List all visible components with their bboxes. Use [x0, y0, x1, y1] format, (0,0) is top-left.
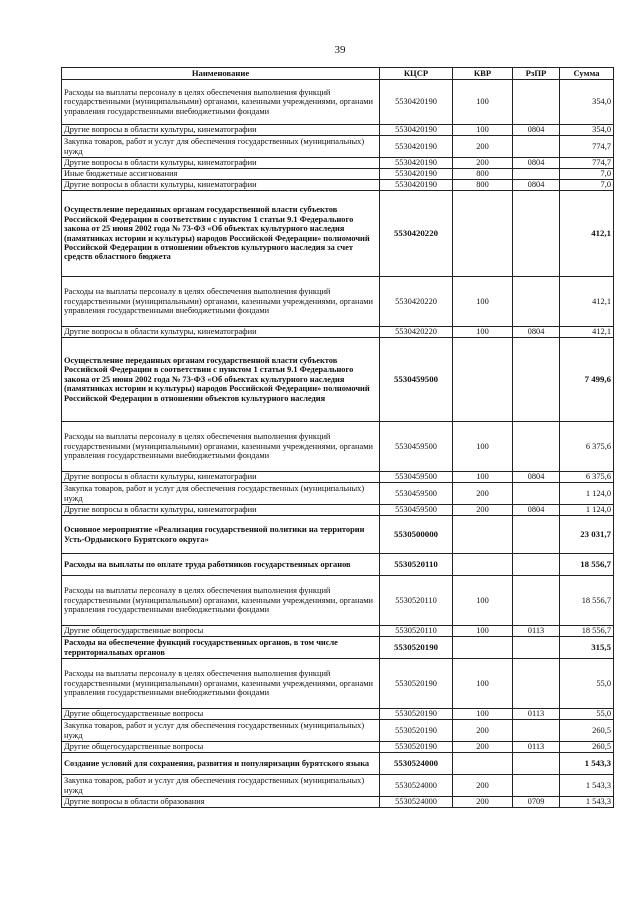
cell-sum: 23 031,7 — [560, 516, 614, 554]
cell-kvr: 200 — [453, 136, 513, 158]
cell-name: Основное мероприятие «Реализация государственной политики на территории Усть-Ордынского Бурятского округа» — [62, 516, 380, 554]
cell-sum: 412,1 — [560, 277, 614, 327]
cell-rzpr — [513, 554, 560, 576]
cell-name: Другие общегосударственные вопросы — [62, 626, 380, 637]
cell-rzpr — [513, 483, 560, 505]
cell-sum: 1 543,3 — [560, 753, 614, 775]
cell-kvr: 100 — [453, 327, 513, 338]
header-name: Наименование — [62, 68, 380, 80]
cell-rzpr: 0113 — [513, 742, 560, 753]
cell-rzpr — [513, 136, 560, 158]
cell-kvr — [453, 753, 513, 775]
cell-name: Другие общегосударственные вопросы — [62, 742, 380, 753]
cell-rzpr — [513, 338, 560, 422]
table-row — [62, 483, 614, 505]
cell-rzpr — [513, 775, 560, 797]
cell-name: Иные бюджетные ассигнования — [62, 169, 380, 180]
cell-name: Закупка товаров, работ и услуг для обеспечения государственных (муниципальных) нужд — [62, 775, 380, 797]
table-header-row — [62, 68, 614, 80]
header-sum: Сумма — [560, 68, 614, 80]
cell-name: Расходы на обеспечение функций государственных органов, в том числе территориальных органов — [62, 637, 380, 659]
cell-rzpr: 0804 — [513, 327, 560, 338]
cell-rzpr: 0113 — [513, 626, 560, 637]
cell-kvr: 100 — [453, 80, 513, 125]
table-row — [62, 753, 614, 775]
cell-rzpr — [513, 422, 560, 472]
cell-kvr — [453, 191, 513, 277]
cell-kvr: 100 — [453, 422, 513, 472]
header-rzpr: РзПР — [513, 68, 560, 80]
cell-rzpr: 0804 — [513, 125, 560, 136]
cell-kcsr: 5530520190 — [380, 659, 453, 709]
cell-sum: 315,5 — [560, 637, 614, 659]
table-row — [62, 709, 614, 720]
cell-rzpr — [513, 753, 560, 775]
cell-rzpr — [513, 516, 560, 554]
cell-rzpr: 0804 — [513, 472, 560, 483]
table-row — [62, 775, 614, 797]
cell-name: Расходы на выплаты персоналу в целях обеспечения выполнения функций государственными (муниципальными) органами, казенными учреждениями, органами управления государственными внебюджетными фондами — [62, 422, 380, 472]
cell-kcsr: 5530520110 — [380, 576, 453, 626]
table-row — [62, 472, 614, 483]
cell-kcsr: 5530500000 — [380, 516, 453, 554]
cell-kcsr: 5530420190 — [380, 158, 453, 169]
cell-name: Другие вопросы в области культуры, кинематографии — [62, 125, 380, 136]
cell-kcsr: 5530459500 — [380, 483, 453, 505]
cell-rzpr — [513, 80, 560, 125]
cell-rzpr — [513, 720, 560, 742]
cell-name: Закупка товаров, работ и услуг для обеспечения государственных (муниципальных) нужд — [62, 483, 380, 505]
table-row — [62, 720, 614, 742]
cell-name: Создание условий для сохранения, развития и популяризации бурятского языка — [62, 753, 380, 775]
cell-rzpr: 0113 — [513, 709, 560, 720]
cell-name: Осуществление переданных органам государственной власти субъектов Российской Федерации в соответствии с пунктом 1 статьи 9.1 Федерального закона от 25 июня 2002 года № 73-ФЗ «Об объектах культурного наследия (памятниках истории и культуры) народов Российской Федерации» полномочий Российской Федерации в отношении объектов культурного наследия за счет средств областного бюджета — [62, 191, 380, 277]
table-row — [62, 797, 614, 808]
cell-name: Закупка товаров, работ и услуг для обеспечения государственных (муниципальных) нужд — [62, 720, 380, 742]
cell-sum: 774,7 — [560, 136, 614, 158]
table-row — [62, 277, 614, 327]
cell-kvr: 200 — [453, 505, 513, 516]
cell-name: Расходы на выплаты персоналу в целях обеспечения выполнения функций государственными (муниципальными) органами, казенными учреждениями, органами управления государственными внебюджетными фондами — [62, 659, 380, 709]
cell-sum: 18 556,7 — [560, 576, 614, 626]
cell-kcsr: 5530520110 — [380, 626, 453, 637]
cell-kvr: 100 — [453, 125, 513, 136]
cell-kvr — [453, 516, 513, 554]
cell-name: Осуществление переданных органам государственной власти субъектов Российской Федерации в соответствии с пунктом 1 статьи 9.1 Федерального закона от 25 июня 2002 года № 73-ФЗ «Об объектах культурного наследия (памятниках истории и культуры) народов Российской Федерации» полномочий Российской Федерации в отношении объектов культурного наследия — [62, 338, 380, 422]
cell-sum: 1 124,0 — [560, 505, 614, 516]
cell-name: Другие вопросы в области культуры, кинематографии — [62, 158, 380, 169]
table-row — [62, 659, 614, 709]
cell-kvr: 200 — [453, 720, 513, 742]
cell-rzpr — [513, 637, 560, 659]
cell-kcsr: 5530459500 — [380, 505, 453, 516]
cell-kvr: 200 — [453, 797, 513, 808]
cell-rzpr: 0804 — [513, 158, 560, 169]
cell-name: Другие вопросы в области культуры, кинематографии — [62, 180, 380, 191]
table-row — [62, 327, 614, 338]
cell-kcsr: 5530520190 — [380, 709, 453, 720]
cell-sum: 55,0 — [560, 659, 614, 709]
cell-kvr: 200 — [453, 483, 513, 505]
table-row — [62, 169, 614, 180]
table-row — [62, 338, 614, 422]
table-row — [62, 554, 614, 576]
cell-sum: 7,0 — [560, 169, 614, 180]
cell-kvr: 100 — [453, 709, 513, 720]
cell-rzpr: 0709 — [513, 797, 560, 808]
cell-sum: 7 499,6 — [560, 338, 614, 422]
page-number: 39 — [334, 44, 346, 56]
cell-name: Другие вопросы в области культуры, кинематографии — [62, 472, 380, 483]
cell-sum: 18 556,7 — [560, 554, 614, 576]
table-row — [62, 125, 614, 136]
cell-name: Другие вопросы в области образования — [62, 797, 380, 808]
cell-kcsr: 5530520190 — [380, 742, 453, 753]
cell-rzpr: 0804 — [513, 180, 560, 191]
cell-rzpr — [513, 277, 560, 327]
cell-name: Расходы на выплаты по оплате труда работников государственных органов — [62, 554, 380, 576]
cell-kvr: 800 — [453, 169, 513, 180]
cell-kvr: 100 — [453, 576, 513, 626]
cell-kcsr: 5530524000 — [380, 797, 453, 808]
cell-sum: 260,5 — [560, 720, 614, 742]
table-row — [62, 158, 614, 169]
table-row — [62, 505, 614, 516]
cell-name: Другие вопросы в области культуры, кинематографии — [62, 327, 380, 338]
cell-sum: 18 556,7 — [560, 626, 614, 637]
header-kcsr: КЦСР — [380, 68, 453, 80]
cell-sum: 55,0 — [560, 709, 614, 720]
cell-kvr: 800 — [453, 180, 513, 191]
cell-kcsr: 5530420220 — [380, 191, 453, 277]
cell-name: Расходы на выплаты персоналу в целях обеспечения выполнения функций государственными (муниципальными) органами, казенными учреждениями, органами управления государственными внебюджетными фондами — [62, 80, 380, 125]
budget-table — [61, 67, 614, 808]
cell-sum: 412,1 — [560, 327, 614, 338]
table-row — [62, 516, 614, 554]
table-row — [62, 626, 614, 637]
table-row — [62, 422, 614, 472]
cell-kcsr: 5530420190 — [380, 125, 453, 136]
cell-sum: 1 124,0 — [560, 483, 614, 505]
cell-sum: 354,0 — [560, 125, 614, 136]
cell-name: Расходы на выплаты персоналу в целях обеспечения выполнения функций государственными (муниципальными) органами, казенными учреждениями, органами управления государственными внебюджетными фондами — [62, 576, 380, 626]
cell-kvr: 200 — [453, 742, 513, 753]
cell-sum: 6 375,6 — [560, 422, 614, 472]
cell-kvr — [453, 637, 513, 659]
table-row — [62, 742, 614, 753]
cell-sum: 774,7 — [560, 158, 614, 169]
cell-kcsr: 5530420190 — [380, 136, 453, 158]
cell-sum: 7,0 — [560, 180, 614, 191]
cell-kcsr: 5530520190 — [380, 637, 453, 659]
cell-name: Другие общегосударственные вопросы — [62, 709, 380, 720]
cell-kvr: 100 — [453, 277, 513, 327]
cell-kvr: 200 — [453, 158, 513, 169]
cell-kvr — [453, 338, 513, 422]
cell-kvr: 200 — [453, 775, 513, 797]
cell-kcsr: 5530520190 — [380, 720, 453, 742]
cell-kcsr: 5530524000 — [380, 775, 453, 797]
cell-kcsr: 5530420220 — [380, 277, 453, 327]
cell-name: Другие вопросы в области культуры, кинематографии — [62, 505, 380, 516]
cell-rzpr: 0804 — [513, 505, 560, 516]
cell-name: Закупка товаров, работ и услуг для обеспечения государственных (муниципальных) нужд — [62, 136, 380, 158]
cell-sum: 260,5 — [560, 742, 614, 753]
table-row — [62, 136, 614, 158]
header-kvr: КВР — [453, 68, 513, 80]
cell-sum: 1 543,3 — [560, 775, 614, 797]
cell-kcsr: 5530420190 — [380, 169, 453, 180]
cell-kvr — [453, 554, 513, 576]
table-row — [62, 180, 614, 191]
cell-rzpr — [513, 169, 560, 180]
cell-rzpr — [513, 659, 560, 709]
table-body — [62, 80, 614, 808]
cell-kcsr: 5530520110 — [380, 554, 453, 576]
cell-kcsr: 5530420190 — [380, 80, 453, 125]
cell-sum: 412,1 — [560, 191, 614, 277]
table-row — [62, 637, 614, 659]
table-row — [62, 80, 614, 125]
cell-kcsr: 5530420190 — [380, 180, 453, 191]
cell-kvr: 100 — [453, 659, 513, 709]
cell-kvr: 100 — [453, 626, 513, 637]
cell-sum: 354,0 — [560, 80, 614, 125]
cell-kvr: 100 — [453, 472, 513, 483]
cell-kcsr: 5530524000 — [380, 753, 453, 775]
cell-rzpr — [513, 576, 560, 626]
cell-kcsr: 5530459500 — [380, 422, 453, 472]
table-row — [62, 191, 614, 277]
cell-kcsr: 5530459500 — [380, 472, 453, 483]
cell-sum: 1 543,3 — [560, 797, 614, 808]
cell-sum: 6 375,6 — [560, 472, 614, 483]
cell-kcsr: 5530420220 — [380, 327, 453, 338]
cell-name: Расходы на выплаты персоналу в целях обеспечения выполнения функций государственными (муниципальными) органами, казенными учреждениями, органами управления государственными внебюджетными фондами — [62, 277, 380, 327]
cell-kcsr: 5530459500 — [380, 338, 453, 422]
cell-rzpr — [513, 191, 560, 277]
table-row — [62, 576, 614, 626]
